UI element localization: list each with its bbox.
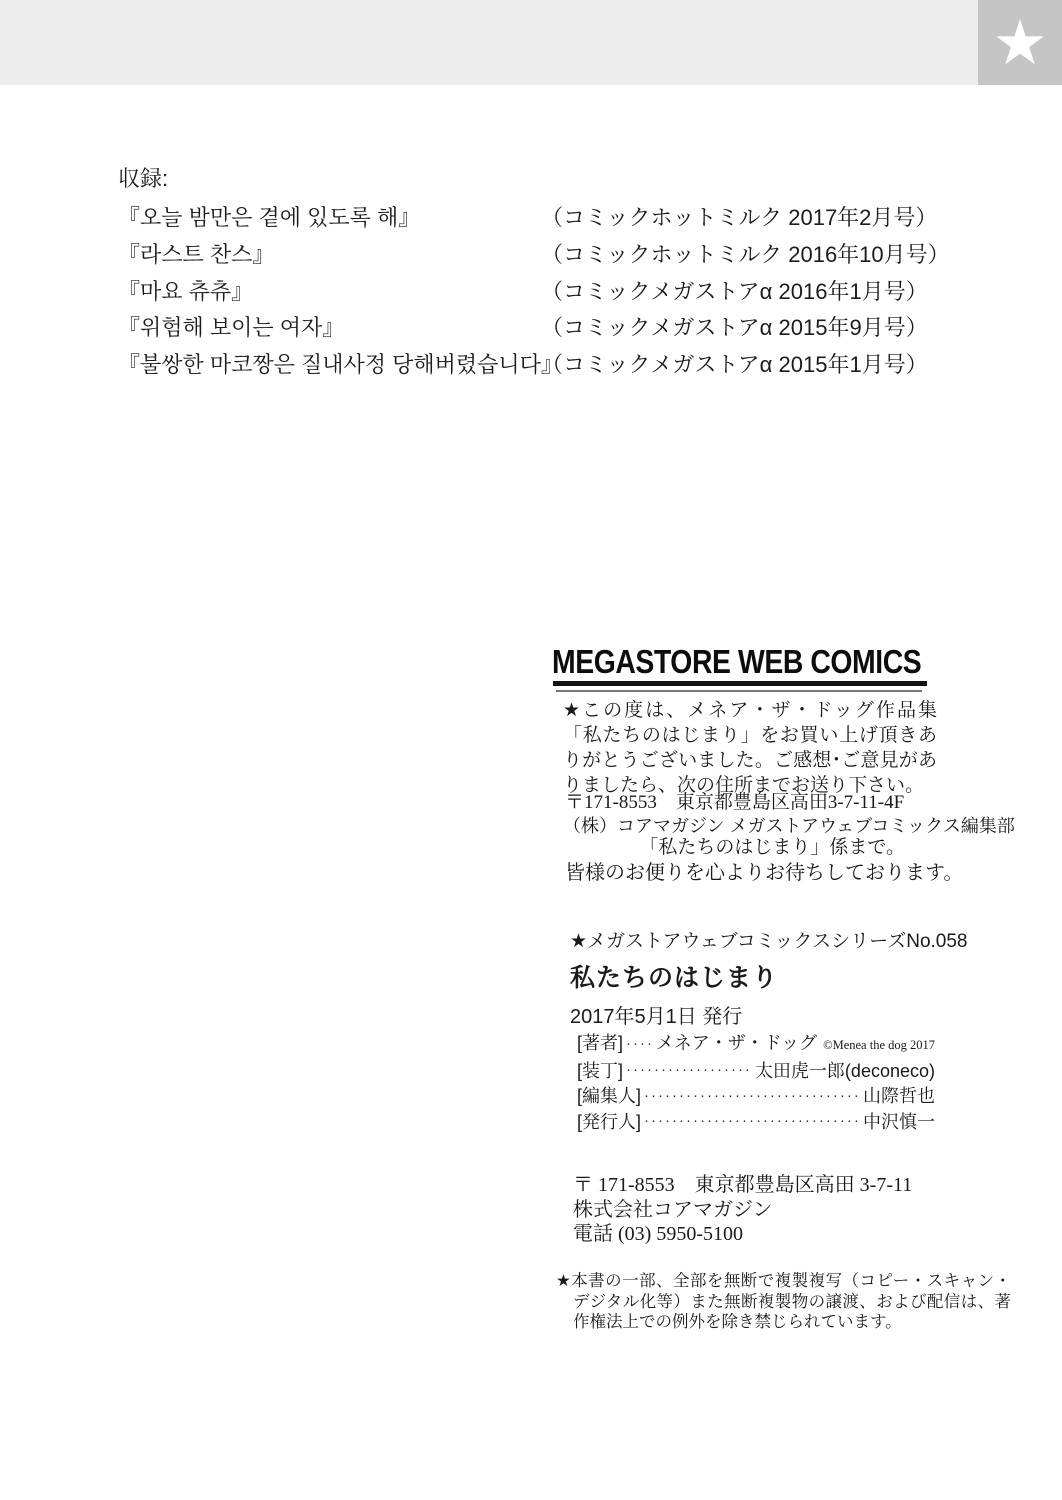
top-bar xyxy=(0,0,1062,85)
editorial-department-line: （株）コアマガジン メガストアウェブコミックス編集部 xyxy=(563,815,1015,836)
credit-name: 山際哲也 xyxy=(863,1086,935,1106)
credit-row-author xyxy=(577,1031,935,1059)
leader-dots xyxy=(644,1091,860,1103)
editorial-postal-line: 〒171-8553 東京都豊島区高田3-7-11-4F xyxy=(565,792,905,813)
story-title: 『오늘 밤만은 곁에 있도록 해』 xyxy=(118,205,421,230)
list-item xyxy=(118,200,968,237)
star-icon: ★ xyxy=(992,5,1048,79)
editorial-attention-line: 「私たちのはじまり」係まで。 xyxy=(639,837,905,858)
publisher-name: 株式会社コアマガジン xyxy=(573,1198,773,1221)
credits-block xyxy=(577,1031,935,1135)
credit-label: [編集人] xyxy=(577,1086,642,1106)
leader-dots xyxy=(626,1065,752,1077)
publish-date: 2017年5月1日 発行 xyxy=(570,1006,743,1028)
story-title: 『라스트 찬스』 xyxy=(118,241,275,267)
credit-row-editor xyxy=(577,1084,935,1110)
list-item xyxy=(118,310,968,347)
credit-label: [装丁] xyxy=(577,1060,624,1081)
thanks-note: ★この度は、メネア・ザ・ドッグ作品集「私たちのはじまり」をお買い上げ頂きありがとうございました。ご感想･ご意見がありましたら、次の住所までお送り下さい。 xyxy=(563,700,937,796)
credit-label: [著者] xyxy=(577,1033,624,1053)
book-title: 私たちのはじまり xyxy=(570,964,779,992)
list-item xyxy=(118,274,968,311)
publisher-phone: 電話 (03) 5950-5100 xyxy=(573,1223,743,1245)
editorial-address xyxy=(553,792,1015,884)
bookmark-star-button[interactable] xyxy=(978,0,1062,85)
publisher-block xyxy=(573,1173,912,1247)
divider-thin xyxy=(556,690,922,692)
story-source: （コミックメガストアα 2016年1月号） xyxy=(541,278,928,304)
credit-row-publisher xyxy=(577,1110,935,1136)
editorial-greeting-line: 皆様のお便りを心よりお待ちしております。 xyxy=(565,861,964,884)
story-title: 『위험해 보이는 여자』 xyxy=(118,315,345,341)
leader-dots xyxy=(644,1116,860,1128)
brand-title: MEGASTORE WEB COMICS xyxy=(552,643,922,680)
story-source: （コミックホットミルク 2016年10月号） xyxy=(541,241,950,267)
story-source: （コミックメガストアα 2015年1月号） xyxy=(541,352,928,378)
credit-row-design xyxy=(577,1059,935,1085)
copyright-note: ©Menea the dog 2017 xyxy=(823,1038,935,1052)
series-block xyxy=(570,926,968,1029)
list-item xyxy=(118,237,968,274)
story-title: 『불쌍한 마코짱은 질내사정 당해버렸습니다』 xyxy=(118,352,563,378)
list-item xyxy=(118,347,968,384)
credit-name: 中沢慎一 xyxy=(863,1111,935,1132)
credit-name: 太田虎一郎(deconeco) xyxy=(754,1060,935,1081)
divider-thick xyxy=(553,681,927,686)
contents-heading: 収録: xyxy=(118,166,169,191)
series-number: ★メガストアウェブコミックスシリーズNo.058 xyxy=(570,931,968,952)
story-title: 『마요 츄츄』 xyxy=(118,278,254,304)
credit-name: メネア・ザ・ドッグ xyxy=(655,1033,818,1053)
story-source: （コミックメガストアα 2015年9月号） xyxy=(541,315,928,341)
leader-dots xyxy=(626,1039,653,1051)
story-source: （コミックホットミルク 2017年2月号） xyxy=(541,205,938,230)
credit-label: [発行人] xyxy=(577,1111,642,1132)
copyright-warning: ★本書の一部、全部を無断で複製複写（コピー・スキャン・デジタル化等）また無断複製物の譲渡、および配信は、著作権法上での例外を除き禁じられています。 xyxy=(556,1272,1011,1331)
contents-list xyxy=(118,166,968,384)
publisher-postal-line: 〒 171-8553 東京都豊島区高田 3-7-11 xyxy=(573,1174,913,1196)
